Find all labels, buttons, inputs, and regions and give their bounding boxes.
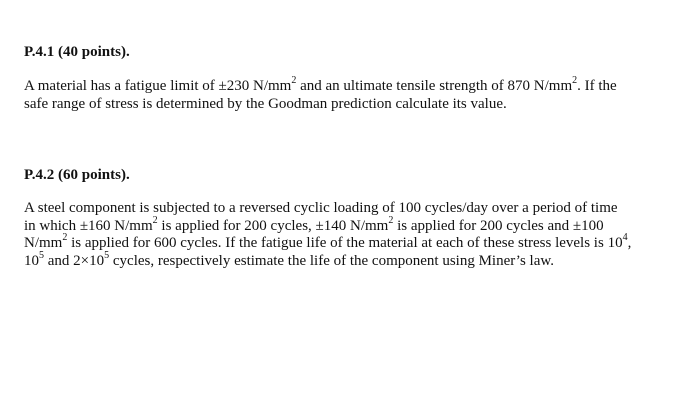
problem-4-2-heading: P.4.2 (60 points). (24, 167, 130, 183)
problem-4-2-text (24, 200, 684, 270)
problem-4-1-line-2: safe range of stress is determined by the Goodman prediction calculate its value. (24, 95, 507, 112)
problem-4-1-line-1: A material has a fatigue limit of ±230 $N/mm^2$ and an ultimate tensile strength of 870 $N/mm^2$. If the (24, 75, 617, 94)
problem-4-2-line-3: $N/mm^2$ is applied for 600 cycles. If the fatigue life of the material at each of these stress levels is $10^4$, (24, 232, 632, 252)
problem-4-2-line-1: A steel component is subjected to a reversed cyclic loading of 100 cycles/day over a period of time (24, 200, 618, 216)
problem-4-1-text (24, 75, 684, 113)
problem-4-2-line-2: in which ±160 $N/mm^2$ is applied for 200 cycles, ±140 $N/mm^2$ is applied for 200 cycles and ±100 (24, 214, 604, 234)
problem-4-2-line-4: $10^5$ and $2\times 10^5$ cycles, respectively estimate the life of the component using Miner’s law. (24, 249, 554, 269)
problem-4-1-heading: P.4.1 (40 points). (24, 44, 130, 60)
